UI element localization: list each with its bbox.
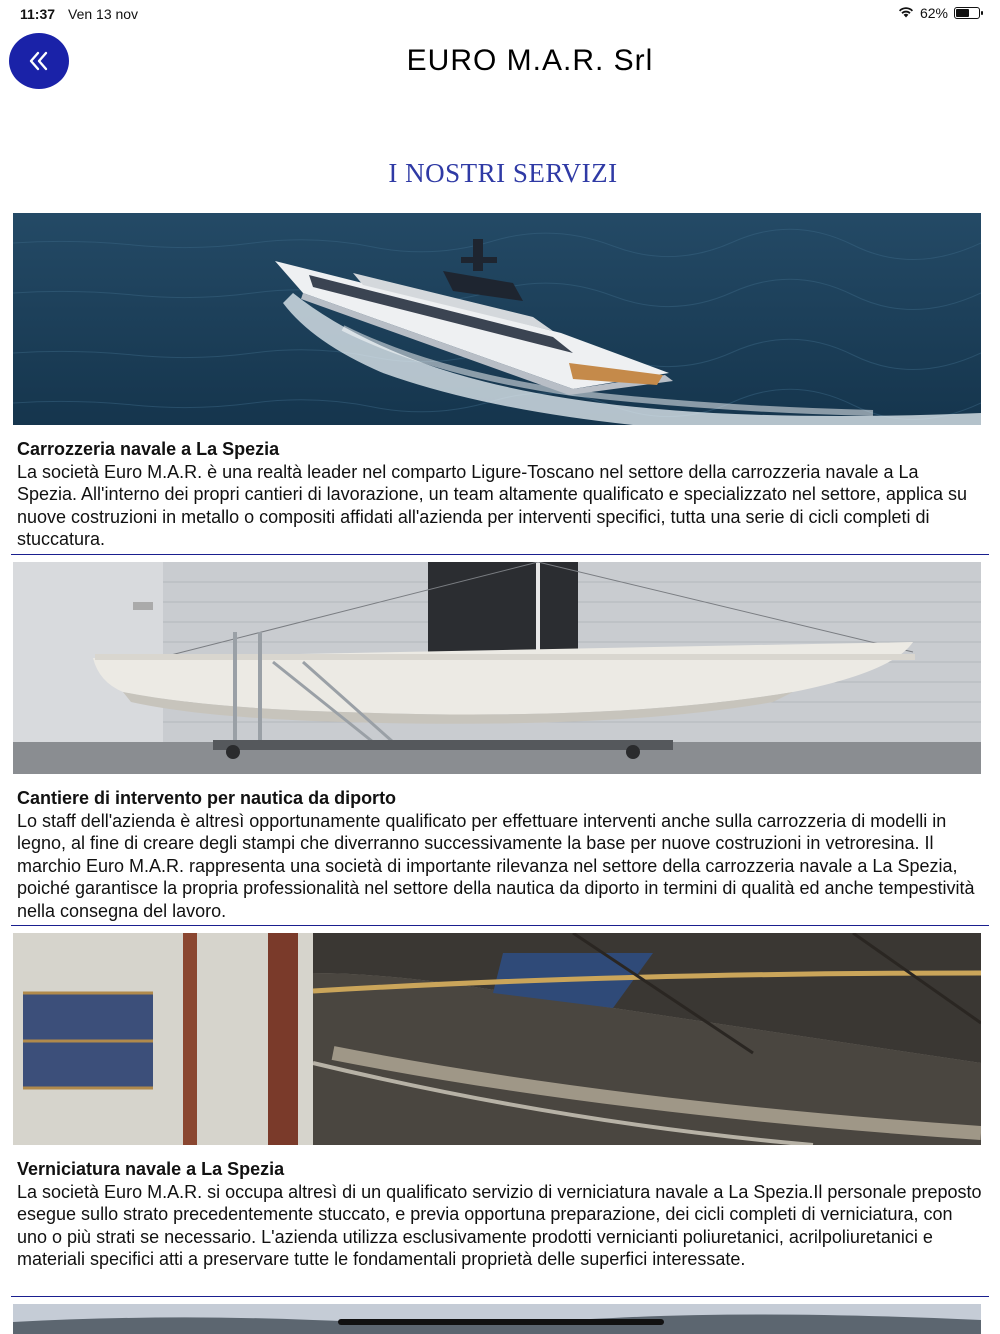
service-description: La società Euro M.A.R. è una realtà leader nel comparto Ligure-Toscano nel settore della carrozzeria navale a La Spezia. All'interno dei propri cantieri di lavorazione, un team altamente qualificato e specializzato nel settore, applica su nuove costruzioni in metallo o compositi affidati all'azienda per interventi specifici, tutta una serie di cicli completi di stuccatura. [17, 461, 967, 550]
service-photo-sailboat [13, 562, 981, 774]
service-heading: Carrozzeria navale a La Spezia [17, 439, 280, 459]
service-heading: Verniciatura navale a La Spezia [17, 1159, 285, 1179]
service-description: La società Euro M.A.R. si occupa altresì di un qualificato servizio di verniciatura navale a La Spezia.Il personale preposto esegue sullo strato precedentemente stuccato, e previa opportuna preparazione, dei cicli completi di verniciatura, con uno o più strati se necessario. L'azienda utilizza esclusivamente prodotti vernicianti poliuretanici, acrilpoliuretanici e materiali specifici atti a preservare tutte le fondamentali proprietà delle superfici interessate. [17, 1181, 982, 1270]
service-photo-painting [13, 933, 981, 1145]
divider [11, 554, 989, 555]
service-photo-yacht [13, 213, 981, 425]
battery-percent: 62% [919, 5, 948, 21]
status-date: Ven 13 nov [68, 6, 139, 22]
service-cantiere [17, 787, 982, 923]
battery-level [956, 9, 969, 17]
service-description: Lo staff dell'azienda è altresì opportunamente qualificato per effettuare interventi anche sulla carrozzeria di modelli in legno, al fine di creare degli stampi che diverranno successivamente la base per nuove costruzioni in vetroresina. Il marchio Euro M.A.R. rappresenta una società di importante rilevanza nel settore della carrozzeria navale a La Spezia, poiché garantisce la propria professionalità nel settore della nautica da diporto in termini di qualità ed anche tempestività nella consegna del lavoro. [17, 810, 975, 921]
service-heading: Cantiere di intervento per nautica da diporto [17, 788, 397, 808]
service-verniciatura [17, 1158, 982, 1271]
section-title: I NOSTRI SERVIZI [388, 158, 618, 188]
status-bar [0, 0, 1000, 28]
status-indicators [898, 5, 980, 21]
divider [11, 1296, 989, 1297]
app-title: EURO M.A.R. Srl [406, 44, 654, 77]
battery-icon [954, 7, 980, 19]
service-carrozzeria [17, 438, 982, 551]
status-time: 11:37 [20, 6, 56, 22]
divider [11, 925, 989, 926]
home-indicator[interactable] [338, 1319, 664, 1325]
wifi-icon [898, 5, 914, 21]
